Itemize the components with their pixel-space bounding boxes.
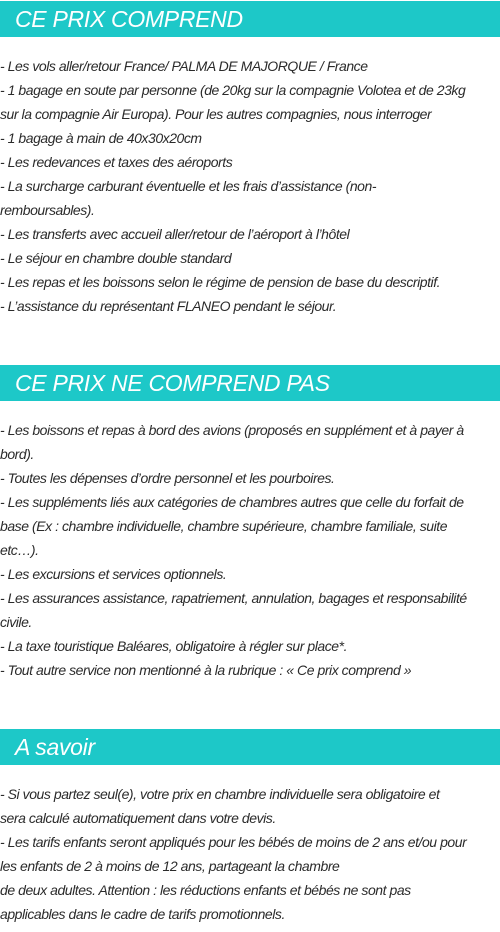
- text-line: - Les boissons et repas à bord des avions (proposés en supplément et à payer à: [0, 422, 464, 438]
- text-line: - L’assistance du représentant FLANEO pendant le séjour.: [0, 298, 337, 314]
- section-good-to-know: [0, 729, 500, 926]
- text-line: - Toutes les dépenses d’ordre personnel et les pourboires.: [0, 470, 335, 486]
- text-line: les enfants de 2 à moins de 12 ans, partageant la chambre: [0, 858, 340, 874]
- section-title: A savoir: [15, 733, 95, 760]
- text-line: - La taxe touristique Baléares, obligatoire à régler sur place*.: [0, 638, 348, 654]
- text-line: - Les redevances et taxes des aéroports: [0, 154, 233, 170]
- text-line: - Les vols aller/retour France/ PALMA DE MAJORQUE / France: [0, 58, 368, 74]
- text-line: applicables dans le cadre de tarifs promotionnels.: [0, 906, 285, 922]
- text-line: de deux adultes. Attention : les réductions enfants et bébés ne sont pas: [0, 882, 411, 898]
- text-line: - Les assurances assistance, rapatriement, annulation, bagages et responsabilité: [0, 590, 467, 606]
- text-line: - La surcharge carburant éventuelle et les frais d’assistance (non-: [0, 178, 377, 194]
- section-body: [0, 37, 500, 318]
- section-header: [0, 365, 500, 401]
- section-price-excludes: [0, 365, 500, 682]
- text-line: sur la compagnie Air Europa). Pour les autres compagnies, nous interroger: [0, 106, 432, 122]
- section-title: CE PRIX NE COMPREND PAS: [15, 369, 330, 396]
- section-price-includes: [0, 1, 500, 318]
- section-body: [0, 765, 500, 926]
- text-line: - Si vous partez seul(e), votre prix en chambre individuelle sera obligatoire et: [0, 786, 440, 802]
- text-line: base (Ex : chambre individuelle, chambre supérieure, chambre familiale, suite: [0, 518, 448, 534]
- section-body: [0, 401, 500, 682]
- text-line: - Les transferts avec accueil aller/retour de l’aéroport à l’hôtel: [0, 226, 350, 242]
- section-title: CE PRIX COMPREND: [15, 5, 243, 32]
- text-line: - Le séjour en chambre double standard: [0, 250, 232, 266]
- section-header: [0, 1, 500, 37]
- section-header: [0, 729, 500, 765]
- page-content: [0, 1, 500, 926]
- text-line: - Tout autre service non mentionné à la rubrique : « Ce prix comprend »: [0, 662, 412, 678]
- text-line: etc…).: [0, 542, 39, 558]
- text-line: sera calculé automatiquement dans votre devis.: [0, 810, 276, 826]
- text-line: remboursables).: [0, 202, 95, 218]
- text-line: - Les excursions et services optionnels.: [0, 566, 227, 582]
- text-line: - Les repas et les boissons selon le régime de pension de base du descriptif.: [0, 274, 441, 290]
- text-line: civile.: [0, 614, 32, 630]
- text-line: - Les tarifs enfants seront appliqués pour les bébés de moins de 2 ans et/ou pour: [0, 834, 467, 850]
- text-line: - 1 bagage à main de 40x30x20cm: [0, 130, 202, 146]
- text-line: - Les suppléments liés aux catégories de chambres autres que celle du forfait de: [0, 494, 464, 510]
- text-line: - 1 bagage en soute par personne (de 20kg sur la compagnie Volotea et de 23kg: [0, 82, 466, 98]
- text-line: bord).: [0, 446, 34, 462]
